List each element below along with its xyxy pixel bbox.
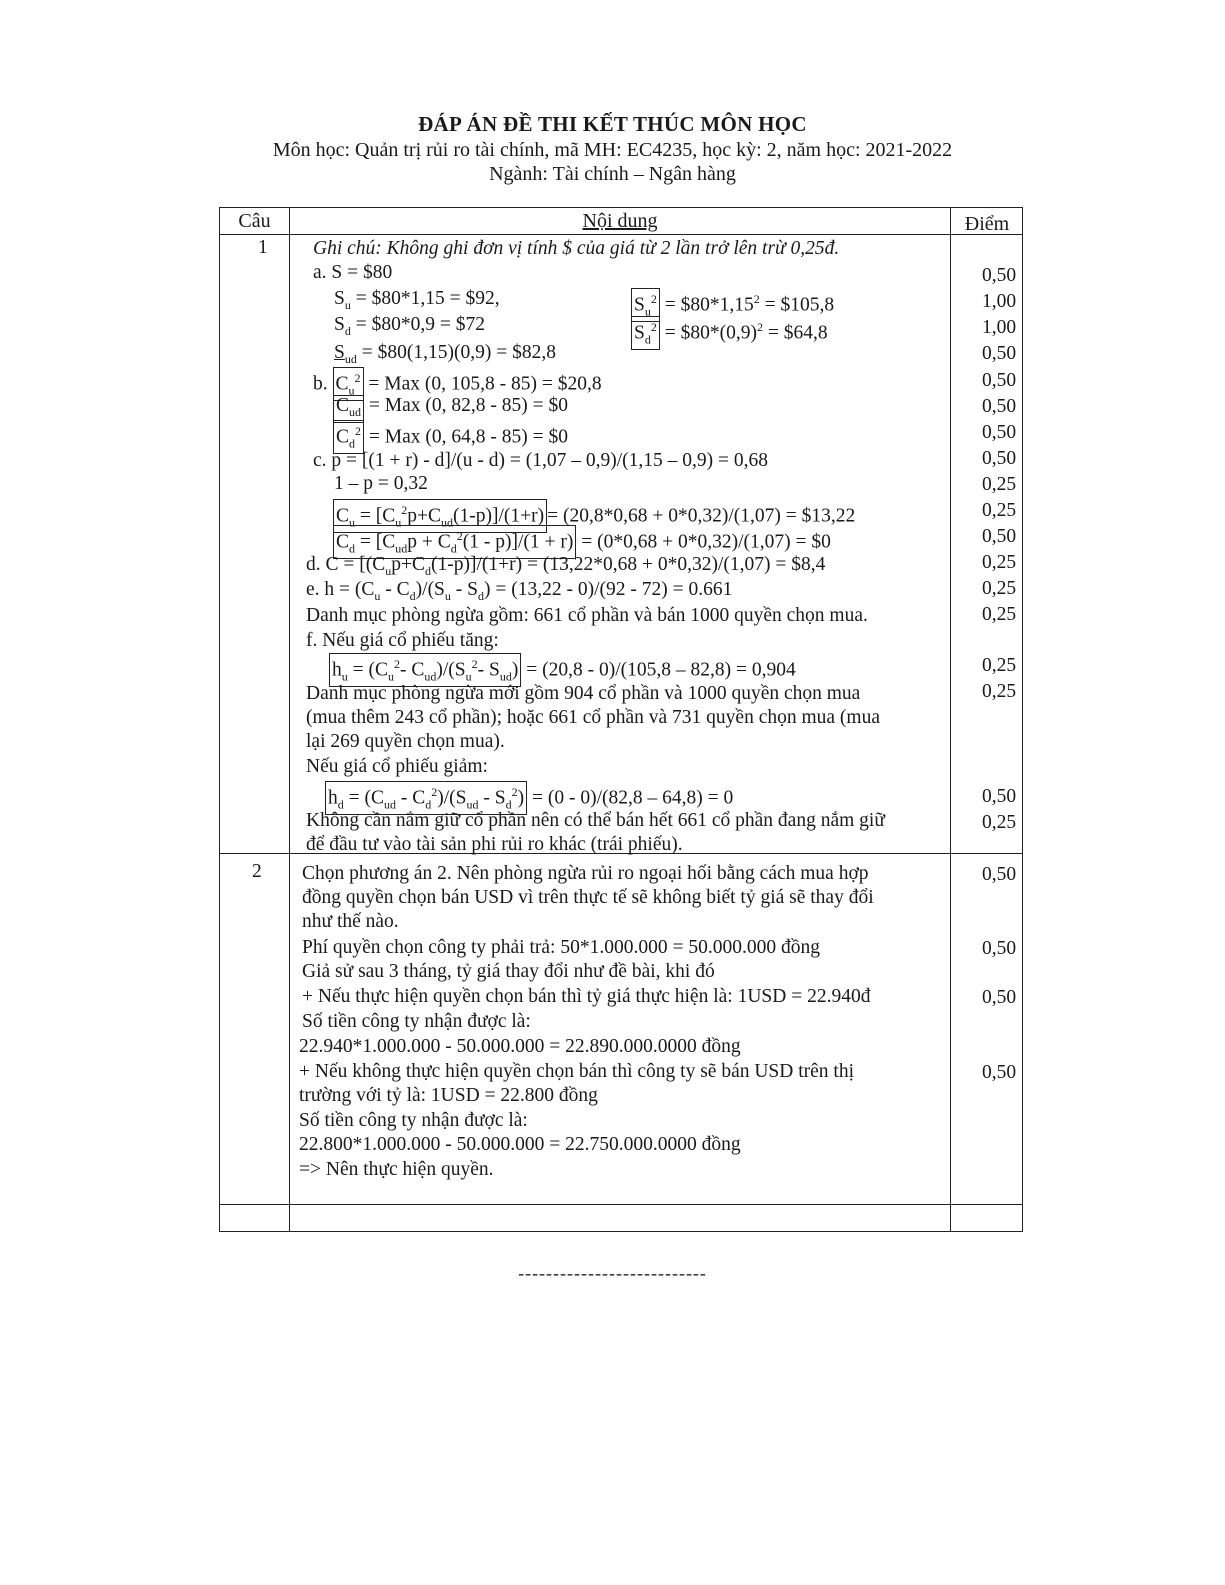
- score: 1,00: [981, 317, 1017, 338]
- line-sd2: $S_d^2$ = $\$80*(0,9)^2$ = $64,8: [631, 315, 828, 350]
- line-new-portfolio-3: lại 269 quyền chọn mua).: [306, 731, 505, 752]
- line-hu: $h_u = (C_u^2-$ $C_{ud})/(S_u^2-$ $S_{ud}) = (20,8 - 0)/(105,8 - 82,8) = 0,904$: [329, 653, 796, 687]
- q2-line: + Nếu thực hiện quyền chọn bán thì tỷ giá thực hiện là: 1USD = 22.940đ: [302, 986, 871, 1007]
- score: 0,25: [981, 681, 1017, 702]
- line-cu: $C_u = [C_u^2p+C_{ud}(1-p)]/(1+r) = (20,8*0,68 + 0*0,32)/(1,07)$ = $13,22: [333, 499, 855, 533]
- q2-line: + Nếu không thực hiện quyền chọn bán thì công ty sẽ bán USD trên thị: [299, 1061, 855, 1082]
- score: 0,50: [981, 396, 1017, 417]
- question-number-2: 2: [252, 861, 262, 882]
- line-down: Nếu giá cổ phiếu giảm:: [306, 756, 488, 777]
- major-info: Ngành: Tài chính – Ngân hàng: [489, 163, 736, 185]
- q2-line: như thế nào.: [302, 911, 399, 932]
- line-sd: $S_d$ = $80*0,9 = $72: [334, 314, 485, 338]
- score: 0,25: [981, 604, 1017, 625]
- line-no-hold-1: Không cần nắm giữ cổ phần nên có thể bán hết 661 cổ phần đang nắm giữ: [306, 810, 885, 831]
- line-cd2: $C_d^2$ = Max (0, 64,8 - 85) = $0: [333, 420, 568, 454]
- line-a-s: a. S = $80: [313, 262, 393, 283]
- line-su: $S_u$ = $80*1,15 = $92,: [334, 288, 500, 312]
- q2-line: Phí quyền chọn công ty phải trả: 50*1.000.000 = 50.000.000 đồng: [302, 937, 820, 958]
- score: 0,50: [981, 786, 1017, 807]
- score: 0,50: [981, 526, 1017, 547]
- row-divider-empty: [220, 1204, 1022, 1205]
- header-noi-dung: Nội dung: [582, 210, 658, 232]
- q2-line: Chọn phương án 2. Nên phòng ngừa rủi ro ngoại hối bằng cách mua hợp: [302, 863, 869, 884]
- score: 0,25: [981, 474, 1017, 495]
- score: 0,50: [981, 343, 1017, 364]
- col-divider-2: [950, 208, 951, 1231]
- course-info: Môn học: Quản trị rủi ro tài chính, mã MH: EC4235, học kỳ: 2, năm học: 2021-2022: [272, 139, 953, 161]
- score: 0,50: [981, 1062, 1017, 1083]
- line-cd: $C_d = [C_{ud}p + C_d^2(1 - p)]/(1 + r) = (0*0,68 + 0*0,32)/(1,07)$ = $0: [333, 525, 831, 559]
- score: 0,50: [981, 370, 1017, 391]
- score: 0,25: [981, 552, 1017, 573]
- score: 0,25: [981, 500, 1017, 521]
- line-c-p: c. p = [(1 + r) - d]/(u - d) = (1,07 – 0,9)/(1,15 – 0,9) = 0,68: [313, 450, 769, 471]
- header-divider: [220, 234, 1022, 235]
- line-one-minus-p: 1 – p = 0,32: [334, 473, 428, 494]
- header-cau: Câu: [238, 210, 271, 232]
- q2-line: => Nên thực hiện quyền.: [299, 1159, 494, 1180]
- header-diem: Điểm: [964, 213, 1010, 235]
- q2-line: 22.800*1.000.000 - 50.000.000 = 22.750.000.0000 đồng: [299, 1134, 741, 1155]
- score: 1,00: [981, 291, 1017, 312]
- line-hd: $h_d = (C_{ud} - C_d^2)/(S_{ud} - S_d^2) = (0 - 0)/(82,8 - 64,8) = 0$: [325, 781, 733, 815]
- q2-line: 22.940*1.000.000 - 50.000.000 = 22.890.000.0000 đồng: [299, 1036, 741, 1057]
- q2-line: Số tiền công ty nhận được là:: [302, 1011, 531, 1032]
- line-b-cu2: b. $C_u^2$ = Max (0, 105,8 - 85) = $20,8: [313, 367, 602, 401]
- line-portfolio: Danh mục phòng ngừa gồm: 661 cổ phần và bán 1000 quyền chọn mua.: [306, 605, 868, 626]
- score: 0,25: [981, 578, 1017, 599]
- line-f-up: f. Nếu giá cổ phiếu tăng:: [306, 630, 499, 651]
- score: 0,50: [981, 448, 1017, 469]
- line-sud: $S_{ud}$ = $80(1,15)(0,9) = $82,8: [334, 342, 556, 366]
- score: 0,50: [981, 987, 1017, 1008]
- line-cud: $C_{ud}$ = Max (0, 82,8 - 85) = $0: [333, 394, 568, 423]
- line-e-h: e. $h = (C_u - C_d)/(S_u - S_d) = (13,22 - 0)/(92 - 72) = 0.661$: [306, 579, 733, 603]
- line-no-hold-2: để đầu tư vào tài sản phi rủi ro khác (trái phiếu).: [306, 834, 683, 855]
- q2-line: đồng quyền chọn bán USD vì trên thực tế sẽ không biết tỷ giá sẽ thay đổi: [302, 887, 874, 908]
- q2-line: Số tiền công ty nhận được là:: [299, 1110, 528, 1131]
- question-number-1: 1: [258, 237, 268, 258]
- line-new-portfolio-2: (mua thêm 243 cổ phần); hoặc 661 cổ phần và 731 quyền chọn mua (mua: [306, 707, 881, 728]
- document-title: ĐÁP ÁN ĐỀ THI KẾT THÚC MÔN HỌC: [418, 112, 807, 136]
- col-divider-1: [289, 208, 290, 1231]
- q2-line: Giả sử sau 3 tháng, tỷ giá thay đổi như đề bài, khi đó: [302, 961, 715, 982]
- q2-line: trường với tỷ là: 1USD = 22.800 đồng: [299, 1085, 598, 1106]
- score: 0,25: [981, 812, 1017, 833]
- score: 0,50: [981, 938, 1017, 959]
- score: 0,50: [981, 265, 1017, 286]
- note: Ghi chú: Không ghi đơn vị tính $ của giá từ 2 lần trở lên trừ 0,25đ.: [313, 238, 840, 259]
- score: 0,50: [981, 422, 1017, 443]
- line-new-portfolio-1: Danh mục phòng ngừa mới gồm 904 cổ phần và 1000 quyền chọn mua: [306, 683, 861, 704]
- line-d-c: d. $C = [(C_up+C_d(1-p)]/(1+r) = (13,22*0,68 + 0*0,32)/(1,07)$ = $8,4: [306, 554, 826, 578]
- score: 0,25: [981, 655, 1017, 676]
- score: 0,50: [981, 864, 1017, 885]
- line-su2: $S_u^2$ = $\$80*1,15^2$ = $105,8: [631, 287, 834, 322]
- footer-dashes: ---------------------------: [518, 1263, 707, 1283]
